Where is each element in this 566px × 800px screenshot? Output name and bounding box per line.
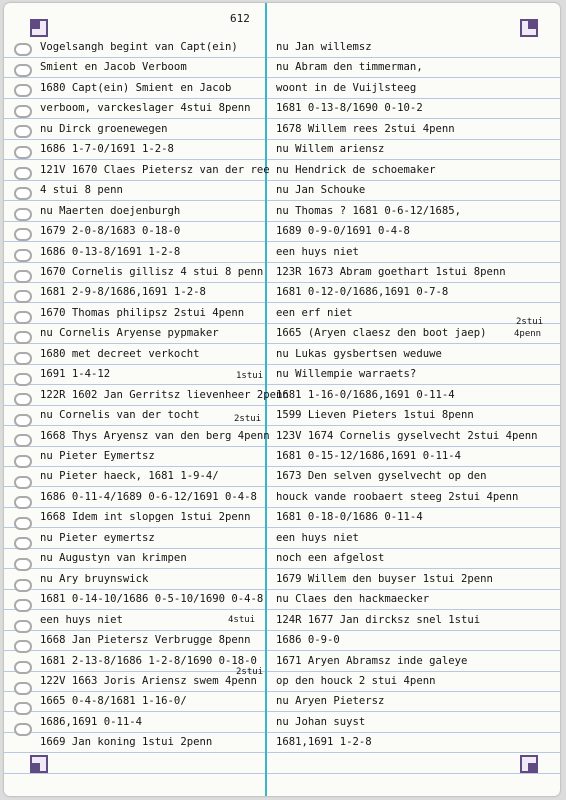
handwritten-line: 1681 0-18-0/1686 0-11-4 <box>276 511 423 523</box>
ruled-line <box>4 548 560 549</box>
ruled-line <box>4 650 560 651</box>
binder-hole <box>14 249 32 262</box>
handwritten-line: 1599 Lieven Pieters 1stui 8penn <box>276 409 474 421</box>
ruled-line <box>4 630 560 631</box>
handwritten-line: Vogelsangh begint van Capt(ein) <box>40 41 238 53</box>
ruled-line <box>4 589 560 590</box>
ruled-line <box>4 180 560 181</box>
binder-hole <box>14 434 32 447</box>
binder-hole <box>14 476 32 489</box>
handwritten-line: 1681 0-12-0/1686,1691 0-7-8 <box>276 286 449 298</box>
handwritten-line: nu Thomas ? 1681 0-6-12/1685, <box>276 205 461 217</box>
ruled-line <box>4 691 560 692</box>
handwritten-line: 1689 0-9-0/1691 0-4-8 <box>276 225 410 237</box>
binder-hole <box>14 723 32 736</box>
handwritten-line: 1665 (Aryen claesz den boot jaep) <box>276 327 487 339</box>
binder-hole <box>14 537 32 550</box>
handwritten-line: een huys niet <box>276 532 359 544</box>
handwritten-line: nu Pieter haeck, 1681 1-9-4/ <box>40 470 219 482</box>
handwritten-line: 1668 Thys Aryensz van den berg 4penn <box>40 430 270 442</box>
handwritten-line: een huys niet <box>40 614 123 626</box>
ruled-line <box>4 425 560 426</box>
binder-hole <box>14 146 32 159</box>
margin-note: 2stui <box>236 667 264 677</box>
binder-hole <box>14 228 32 241</box>
ruled-line <box>4 364 560 365</box>
handwritten-line: nu Ary bruynswick <box>40 573 149 585</box>
corner-mark-top-left <box>30 19 48 37</box>
handwritten-line: 123V 1674 Cornelis gyselvecht 2stui 4penn <box>276 430 538 442</box>
binder-hole <box>14 352 32 365</box>
ruled-line <box>4 609 560 610</box>
ruled-line <box>4 343 560 344</box>
handwritten-line: 1671 Aryen Abramsz inde galeye <box>276 655 468 667</box>
handwritten-line: nu Hendrick de schoemaker <box>276 164 436 176</box>
handwritten-line: 4 stui 8 penn <box>40 184 123 196</box>
ruled-line <box>4 752 560 753</box>
binder-hole <box>14 311 32 324</box>
handwritten-line: nu Pieter eymertsz <box>40 532 155 544</box>
binder-hole <box>14 620 32 633</box>
ruled-line <box>4 671 560 672</box>
handwritten-line: 1668 Idem int slopgen 1stui 2penn <box>40 511 251 523</box>
handwritten-line: nu Maerten doejenburgh <box>40 205 181 217</box>
ruled-line <box>4 711 560 712</box>
handwritten-line: 1686 0-9-0 <box>276 634 340 646</box>
handwritten-line: 1668 Jan Pietersz Verbrugge 8penn <box>40 634 251 646</box>
ruled-line <box>4 773 560 774</box>
handwritten-line: 1681 0-15-12/1686,1691 0-11-4 <box>276 450 461 462</box>
handwritten-line: nu Willempie warraets? <box>276 368 417 380</box>
handwritten-line: nu Willem ariensz <box>276 143 385 155</box>
binder-hole <box>14 64 32 77</box>
binder-hole <box>14 290 32 303</box>
handwritten-line: een huys niet <box>276 246 359 258</box>
margin-note: 4stui <box>228 615 256 625</box>
corner-mark-bottom-right <box>520 755 538 773</box>
handwritten-line: 1681 0-14-10/1686 0-5-10/1690 0-4-8 <box>40 593 264 605</box>
binder-hole <box>14 84 32 97</box>
handwritten-line: 1678 Willem rees 2stui 4penn <box>276 123 455 135</box>
binder-hole <box>14 661 32 674</box>
ruled-line <box>4 221 560 222</box>
handwritten-line: houck vande roobaert steeg 2stui 4penn <box>276 491 519 503</box>
binder-hole <box>14 187 32 200</box>
handwritten-line: nu Pieter Eymertsz <box>40 450 155 462</box>
handwritten-line: 1681 0-13-8/1690 0-10-2 <box>276 102 423 114</box>
binder-hole <box>14 414 32 427</box>
margin-note: 4penn <box>514 329 542 339</box>
handwritten-line: 1686 0-13-8/1691 1-2-8 <box>40 246 181 258</box>
handwritten-line: 124R 1677 Jan dircksz snel 1stui <box>276 614 481 626</box>
binder-hole <box>14 208 32 221</box>
handwritten-line: 1681,1691 1-2-8 <box>276 736 372 748</box>
handwritten-line: nu Dirck groenewegen <box>40 123 168 135</box>
handwritten-line: 1680 Capt(ein) Smient en Jacob <box>40 82 232 94</box>
ruled-line <box>4 507 560 508</box>
binder-hole <box>14 682 32 695</box>
notebook-page <box>4 3 560 796</box>
handwritten-line: op den houck 2 stui 4penn <box>276 675 436 687</box>
binder-hole <box>14 167 32 180</box>
handwritten-line: 1670 Thomas philipsz 2stui 4penn <box>40 307 245 319</box>
ruled-line <box>4 241 560 242</box>
handwritten-line: 1665 0-4-8/1681 1-16-0/ <box>40 695 187 707</box>
binder-hole <box>14 455 32 468</box>
binder-hole <box>14 393 32 406</box>
handwritten-line: 1673 Den selven gyselvecht op den <box>276 470 487 482</box>
handwritten-line: nu Augustyn van krimpen <box>40 552 187 564</box>
ruled-line <box>4 302 560 303</box>
handwritten-line: 1679 Willem den buyser 1stui 2penn <box>276 573 493 585</box>
handwritten-line: nu Johan suyst <box>276 716 366 728</box>
ruled-line <box>4 323 560 324</box>
binder-hole <box>14 496 32 509</box>
binder-hole <box>14 517 32 530</box>
handwritten-line: noch een afgelost <box>276 552 385 564</box>
binder-hole <box>14 579 32 592</box>
ruled-line <box>4 568 560 569</box>
handwritten-line: nu Cornelis van der tocht <box>40 409 200 421</box>
handwritten-line: 1670 Cornelis gillisz 4 stui 8 penn <box>40 266 264 278</box>
handwritten-line: Smient en Jacob Verboom <box>40 61 187 73</box>
handwritten-line: 122V 1663 Joris Ariensz swem 4penn <box>40 675 257 687</box>
margin-note: 2stui <box>234 414 262 424</box>
margin-note: 1stui <box>236 371 264 381</box>
handwritten-line: 121V 1670 Claes Pietersz van der ree <box>40 164 270 176</box>
binder-hole <box>14 373 32 386</box>
ruled-line <box>4 446 560 447</box>
ruled-line <box>4 200 560 201</box>
ruled-line <box>4 139 560 140</box>
corner-mark-top-right <box>520 19 538 37</box>
handwritten-line: woont in de Vuijlsteeg <box>276 82 417 94</box>
handwritten-line: 1691 1-4-12 <box>40 368 111 380</box>
handwritten-line: 1669 Jan koning 1stui 2penn <box>40 736 213 748</box>
handwritten-line: nu Jan willemsz <box>276 41 372 53</box>
binder-hole <box>14 331 32 344</box>
corner-mark-bottom-left <box>30 755 48 773</box>
handwritten-line: 1681 1-16-0/1686,1691 0-11-4 <box>276 389 455 401</box>
handwritten-line: nu Aryen Pietersz <box>276 695 385 707</box>
handwritten-line: 1686 0-11-4/1689 0-6-12/1691 0-4-8 <box>40 491 257 503</box>
ruled-line <box>4 527 560 528</box>
handwritten-line: 1679 2-0-8/1683 0-18-0 <box>40 225 181 237</box>
ruled-line <box>4 405 560 406</box>
binder-hole <box>14 558 32 571</box>
handwritten-line: 122R 1602 Jan Gerritsz lievenheer 2penn <box>40 389 289 401</box>
handwritten-line: 1681 2-9-8/1686,1691 1-2-8 <box>40 286 206 298</box>
handwritten-line: 1680 met decreet verkocht <box>40 348 200 360</box>
binder-hole <box>14 270 32 283</box>
binder-hole <box>14 105 32 118</box>
handwritten-line: nu Jan Schouke <box>276 184 366 196</box>
margin-note: 2stui <box>516 317 544 327</box>
ruled-line <box>4 118 560 119</box>
ruled-line <box>4 262 560 263</box>
ruled-line <box>4 384 560 385</box>
handwritten-line: nu Lukas gysbertsen weduwe <box>276 348 442 360</box>
ruled-line <box>4 159 560 160</box>
handwritten-line: 1681 2-13-8/1686 1-2-8/1690 0-18-0 <box>40 655 257 667</box>
ruled-line <box>4 732 560 733</box>
ruled-line <box>4 282 560 283</box>
binder-hole <box>14 125 32 138</box>
handwritten-line: 123R 1673 Abram goethart 1stui 8penn <box>276 266 506 278</box>
handwritten-line: nu Cornelis Aryense pypmaker <box>40 327 219 339</box>
ruled-line <box>4 466 560 467</box>
ruled-line <box>4 98 560 99</box>
page-number: 612 <box>230 12 250 25</box>
binder-hole <box>14 43 32 56</box>
ruled-line <box>4 77 560 78</box>
handwritten-line: 1686 1-7-0/1691 1-2-8 <box>40 143 174 155</box>
ruled-line <box>4 57 560 58</box>
binder-hole <box>14 599 32 612</box>
ruled-line <box>4 486 560 487</box>
handwritten-line: verboom, varckeslager 4stui 8penn <box>40 102 251 114</box>
handwritten-line: nu Abram den timmerman, <box>276 61 423 73</box>
handwritten-line: nu Claes den hackmaecker <box>276 593 430 605</box>
binder-hole <box>14 640 32 653</box>
binder-hole <box>14 702 32 715</box>
handwritten-line: een erf niet <box>276 307 353 319</box>
handwritten-line: 1686,1691 0-11-4 <box>40 716 143 728</box>
